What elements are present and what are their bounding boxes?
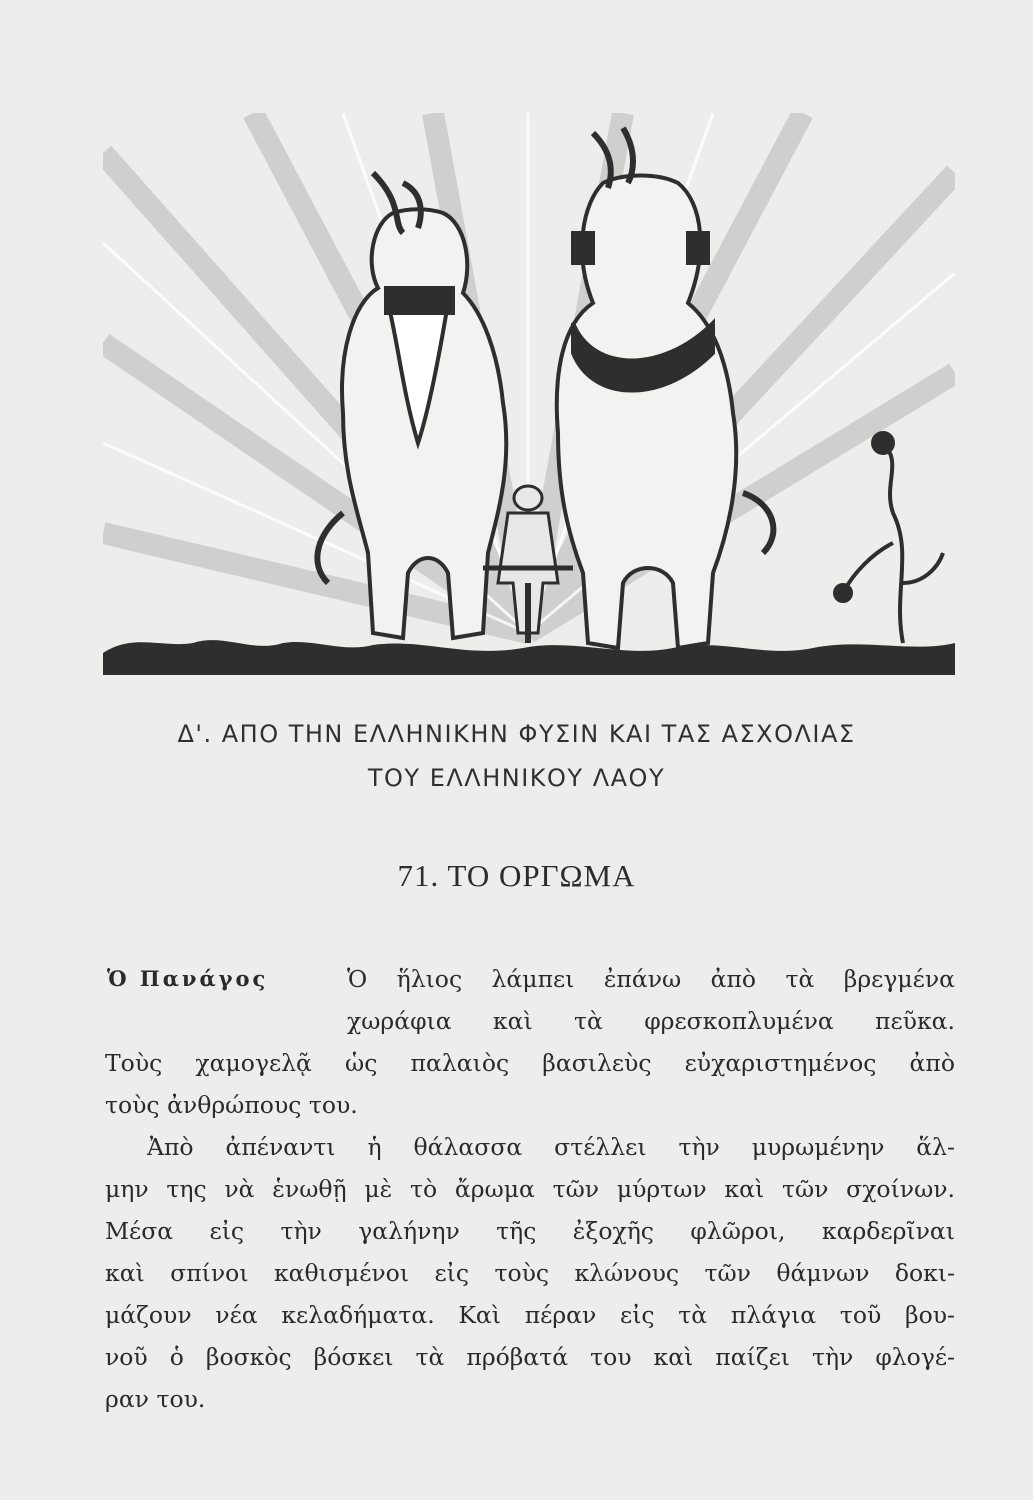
paragraph-1-line-3: Τοὺς χαμογελᾷ ὡς παλαιὸς βασιλεὺς εὐχαριστημένος ἀπὸ <box>105 1049 955 1077</box>
paragraph-2-line-2: μην της νὰ ἑνωθῇ μὲ τὸ ἄρωμα τῶν μύρτων καὶ τῶν σχοίνων. <box>105 1175 955 1203</box>
chapter-title: 71. ΤΟ ΟΡΓΩΜΑ <box>397 858 636 893</box>
ploughing-illustration <box>103 113 955 675</box>
paragraph-2-line-7: ραν του. <box>105 1385 206 1413</box>
paragraph-1-line-2: χωράφια καὶ τὰ φρεσκοπλυμένα πεῦκα. <box>347 1007 955 1035</box>
section-heading <box>0 712 1033 800</box>
section-heading-line-2: ΤΟΥ ΕΛΛΗΝΙΚΟΥ ΛΑΟΥ <box>367 764 666 792</box>
section-heading-line-1: Δ'. ΑΠΟ ΤΗΝ ΕΛΛΗΝΙΚΗΝ ΦΥΣΙΝ ΚΑΙ ΤΑΣ ΑΣΧΟΛΙΑΣ <box>177 720 856 748</box>
paragraph-2-line-4: καὶ σπίνοι καθισμένοι εἰς τοὺς κλώνους τῶν θάμνων δοκι- <box>105 1259 955 1287</box>
paragraph-2-line-6: νοῦ ὁ βοσκὸς βόσκει τὰ πρόβατά του καὶ παίζει τὴν φλογέ- <box>105 1343 955 1371</box>
paragraph-2-line-3: Μέσα εἰς τὴν γαλήνην τῆς ἐξοχῆς φλῶροι, καρδερῖναι <box>105 1217 955 1245</box>
ground <box>103 640 955 675</box>
paragraph-1-line-1: Ὁ ἥλιος λάμπει ἐπάνω ἀπὸ τὰ βρεγμένα <box>347 965 955 993</box>
paragraph-2-line-1: Ἀπὸ ἀπέναντι ἡ θάλασσα στέλλει τὴν μυρωμένην ἅλ- <box>147 1133 955 1161</box>
thistle-plant <box>835 433 943 643</box>
left-horse <box>317 173 506 638</box>
paragraph-2-line-5: μάζουν νέα κελαδήματα. Καὶ πέραν εἰς τὰ πλάγια τοῦ βου- <box>105 1301 955 1329</box>
paragraph-1 <box>105 958 955 1128</box>
author-name: Ὁ Πανάγος <box>107 966 269 991</box>
paragraph-1-line-4: τοὺς ἀνθρώπους του. <box>105 1091 358 1119</box>
paragraph-2 <box>105 1126 955 1426</box>
